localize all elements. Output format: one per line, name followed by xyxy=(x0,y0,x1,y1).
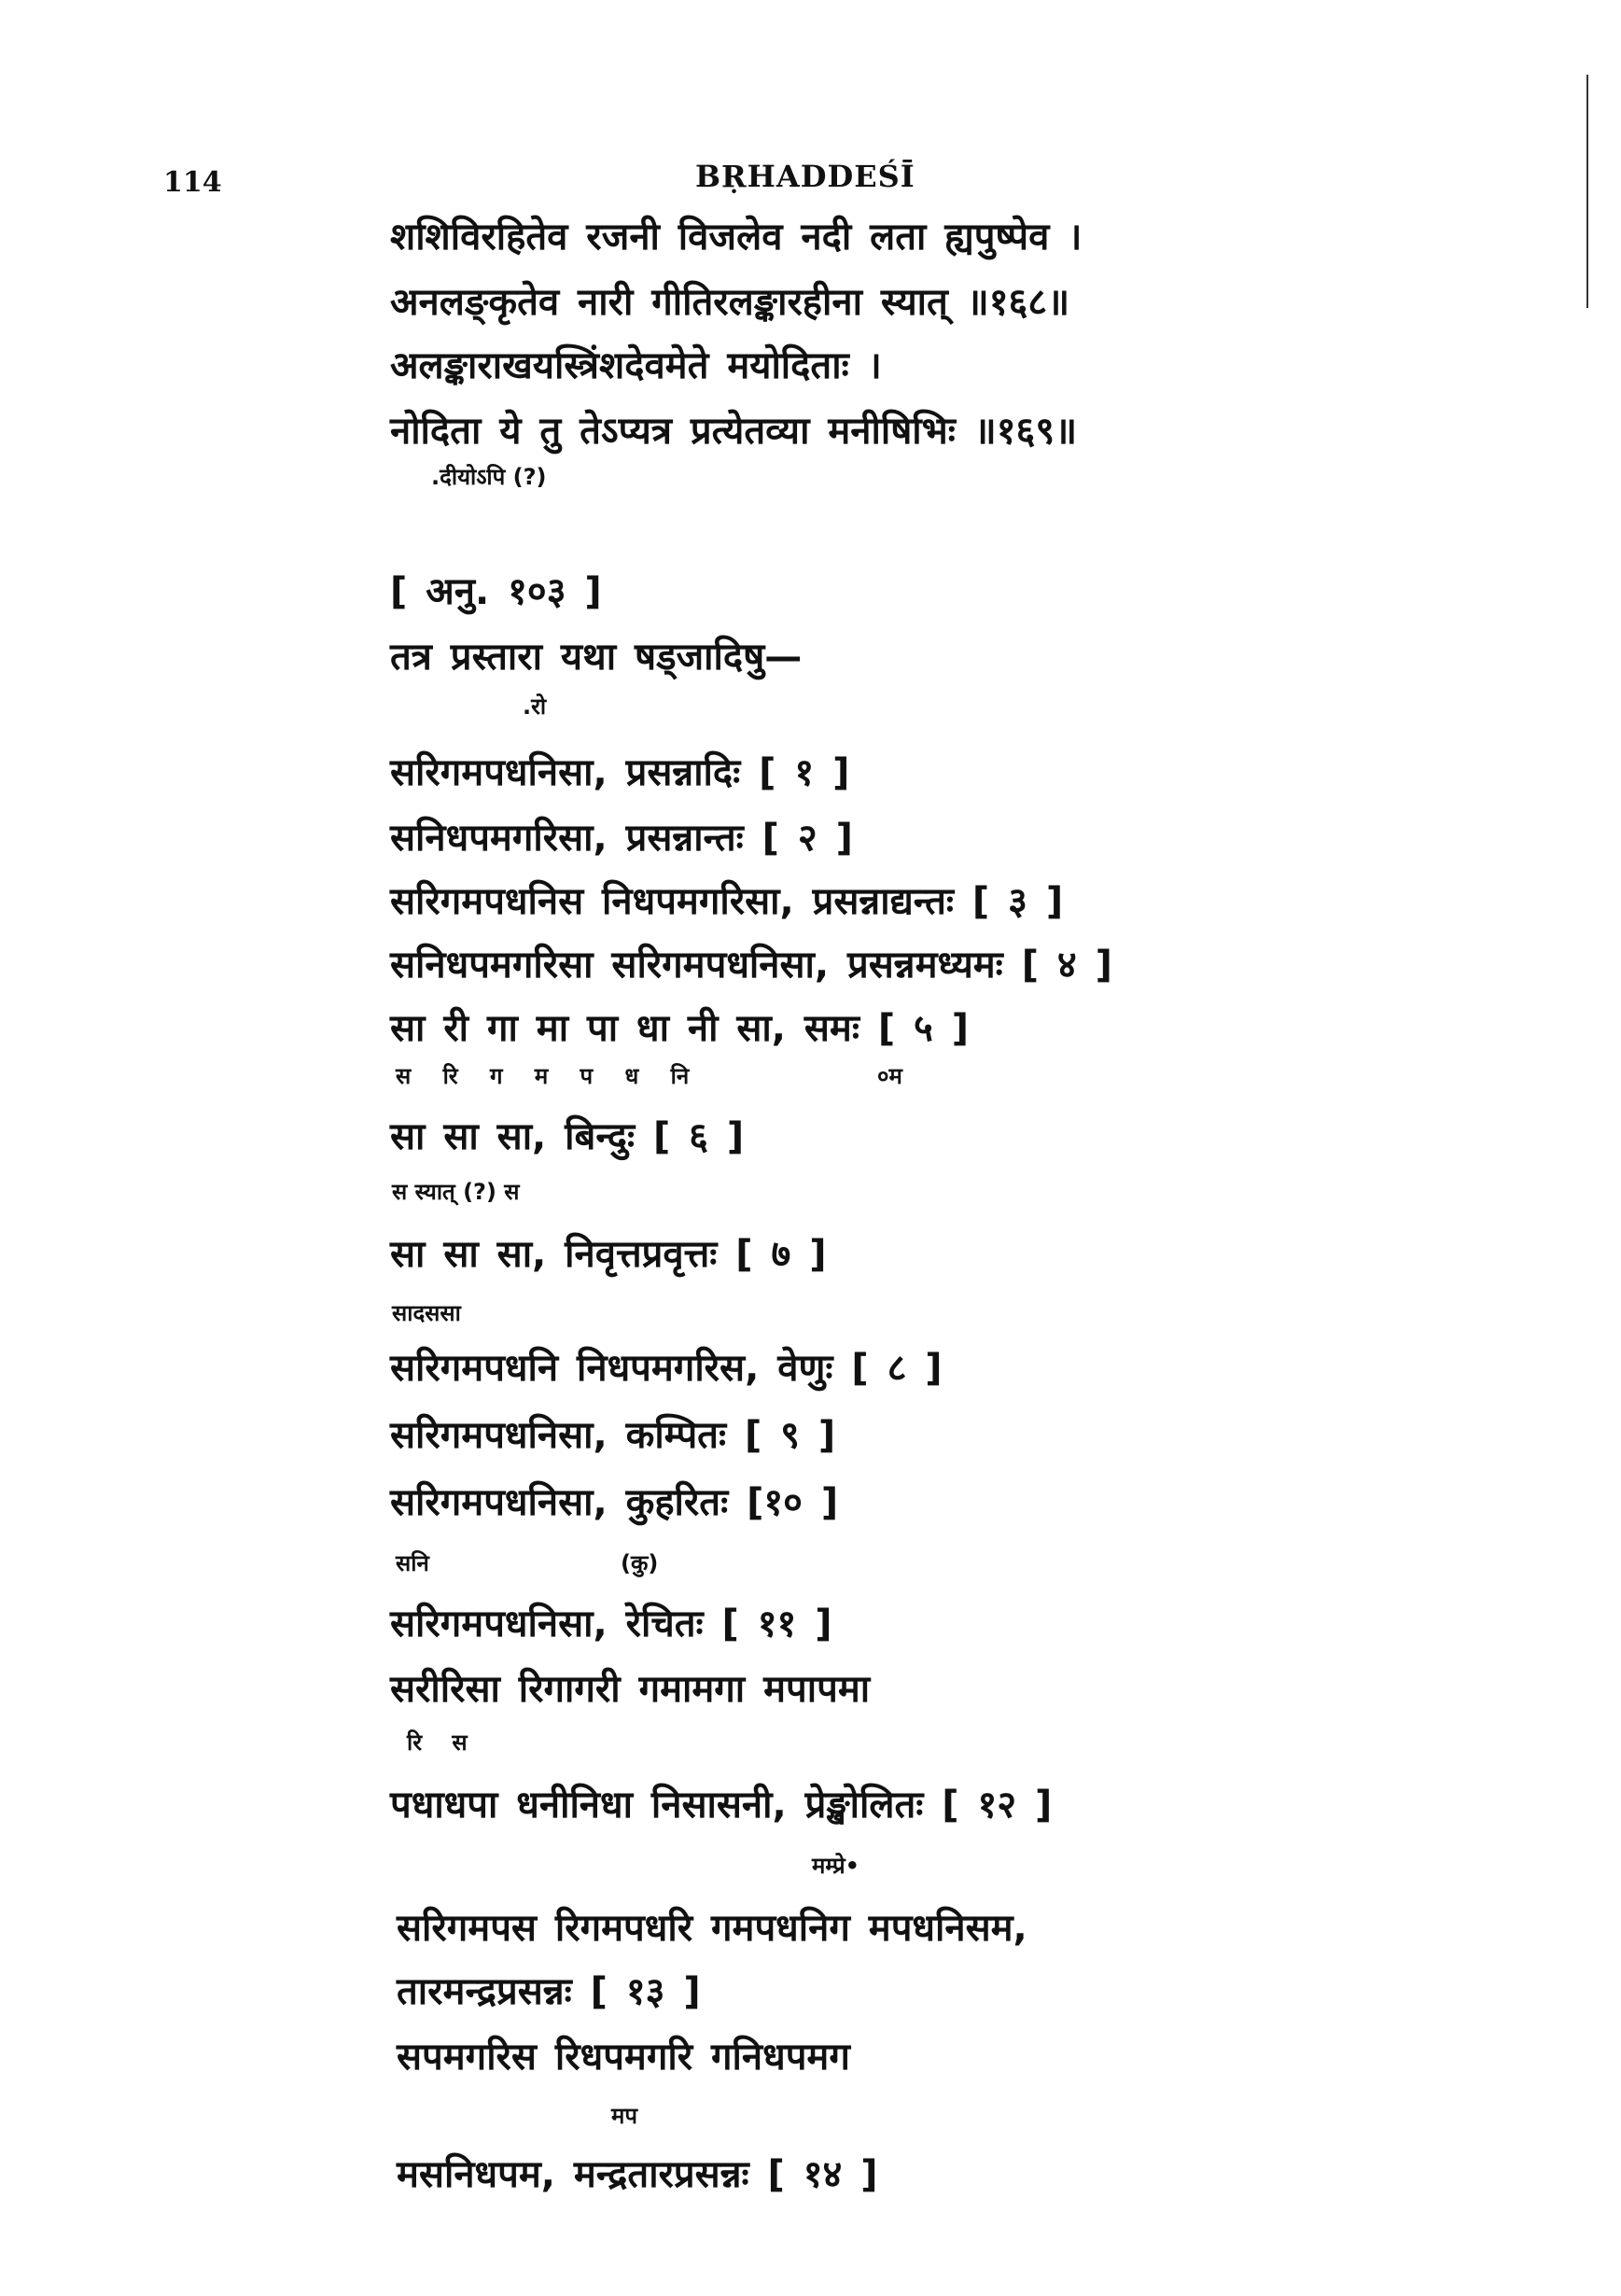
prastara-item: सा सा सा, बिन्दुः [ ६ ] xyxy=(390,1115,745,1158)
item-note: (कु) xyxy=(621,1550,659,1576)
prastara-item: सरिगमपधनिसा, कुहरितः [१० ] xyxy=(390,1481,839,1524)
prastara-item: सा री गा मा पा धा नी सा, समः [ ५ ] xyxy=(390,1007,970,1050)
prastara-item: सरिगमपधनि निधपमगरिस, वेणुः [ ८ ] xyxy=(390,1347,943,1390)
verse-footnote: .दीयोऽपि (?) xyxy=(431,464,547,490)
item-note: स रि ग म प ध नि xyxy=(396,1063,690,1089)
prastara-item: सनिधपमगरिसा, प्रसन्नान्तः [ २ ] xyxy=(390,817,853,860)
verse-line: अलङ्काराखयस्त्रिंशदेवमेते मयोदिताः । xyxy=(390,344,882,387)
verse-line: नोदिता ये तु तेऽप्यत्र प्रत्येतव्या मनीषिभिः ॥१६९॥ xyxy=(390,410,1078,453)
prastara-item: सरिगमपस रिगमपधरि गमपधनिग मपधनिसम, xyxy=(397,1907,1027,1950)
prastara-item: सरिगमपधनिसा, प्रसन्नादिः [ १ ] xyxy=(390,751,850,794)
prastara-item: सपमगरिस रिधपमगरि गनिधपमग xyxy=(397,2036,850,2079)
item-note: मप xyxy=(611,2103,637,2129)
item-note: सादससा xyxy=(392,1300,461,1326)
verse-line: अनलङ्कृतेव नारी गीतिरलङ्कारहीना स्यात् ॥१६८॥ xyxy=(390,281,1070,324)
prastara-item: सनिधपमगरिसा सरिगमपधनिसा, प्रसन्नमध्यमः [ ४ ] xyxy=(390,944,1112,987)
verse-line: शशिविरहितेव रजनी विजलेव नदी लता ह्यपुष्पेव । xyxy=(390,216,1083,259)
intro-note: .रो xyxy=(523,693,547,720)
prastara-item: तारमन्द्रप्रसन्नः [ १३ ] xyxy=(397,1970,701,2013)
prastara-item: सरिगमपधनिस निधपमगरिसा, प्रसन्नाद्यन्तः [ ३ ] xyxy=(390,880,1064,923)
intro-line: तत्र प्रस्तारा यथा षड्जादिषु— xyxy=(390,636,803,679)
item-note: मम्प्रे• xyxy=(812,1853,860,1879)
prastara-item: पधाधपा धनीनिधा निसासनी, प्रेङ्खोलितः [ १२ ] xyxy=(390,1784,1053,1827)
item-note: रि स xyxy=(407,1729,468,1756)
prastara-item: सरीरिसा रिगागरी गमामगा मपापमा xyxy=(390,1668,871,1711)
scan-edge-line xyxy=(1586,75,1588,308)
item-note: स स्यात् (?) स xyxy=(392,1179,520,1205)
prastara-item: सरिगमपधनिसा, कम्पितः [ ९ ] xyxy=(390,1414,836,1457)
page-number: 114 xyxy=(163,166,222,199)
running-title: BṚHADDEŚĪ xyxy=(695,159,915,194)
item-note: सनि xyxy=(396,1550,429,1576)
prastara-item: सा सा सा, निवृत्तप्रवृत्तः [ ७ ] xyxy=(390,1233,827,1276)
section-heading: [ अनु. १०३ ] xyxy=(390,570,602,613)
prastara-item: मसनिधपम, मन्द्रतारप्रसन्नः [ १४ ] xyxy=(397,2153,878,2196)
prastara-item: सरिगमपधनिसा, रेचितः [ ११ ] xyxy=(390,1603,832,1645)
item-note: ०म xyxy=(877,1063,902,1089)
